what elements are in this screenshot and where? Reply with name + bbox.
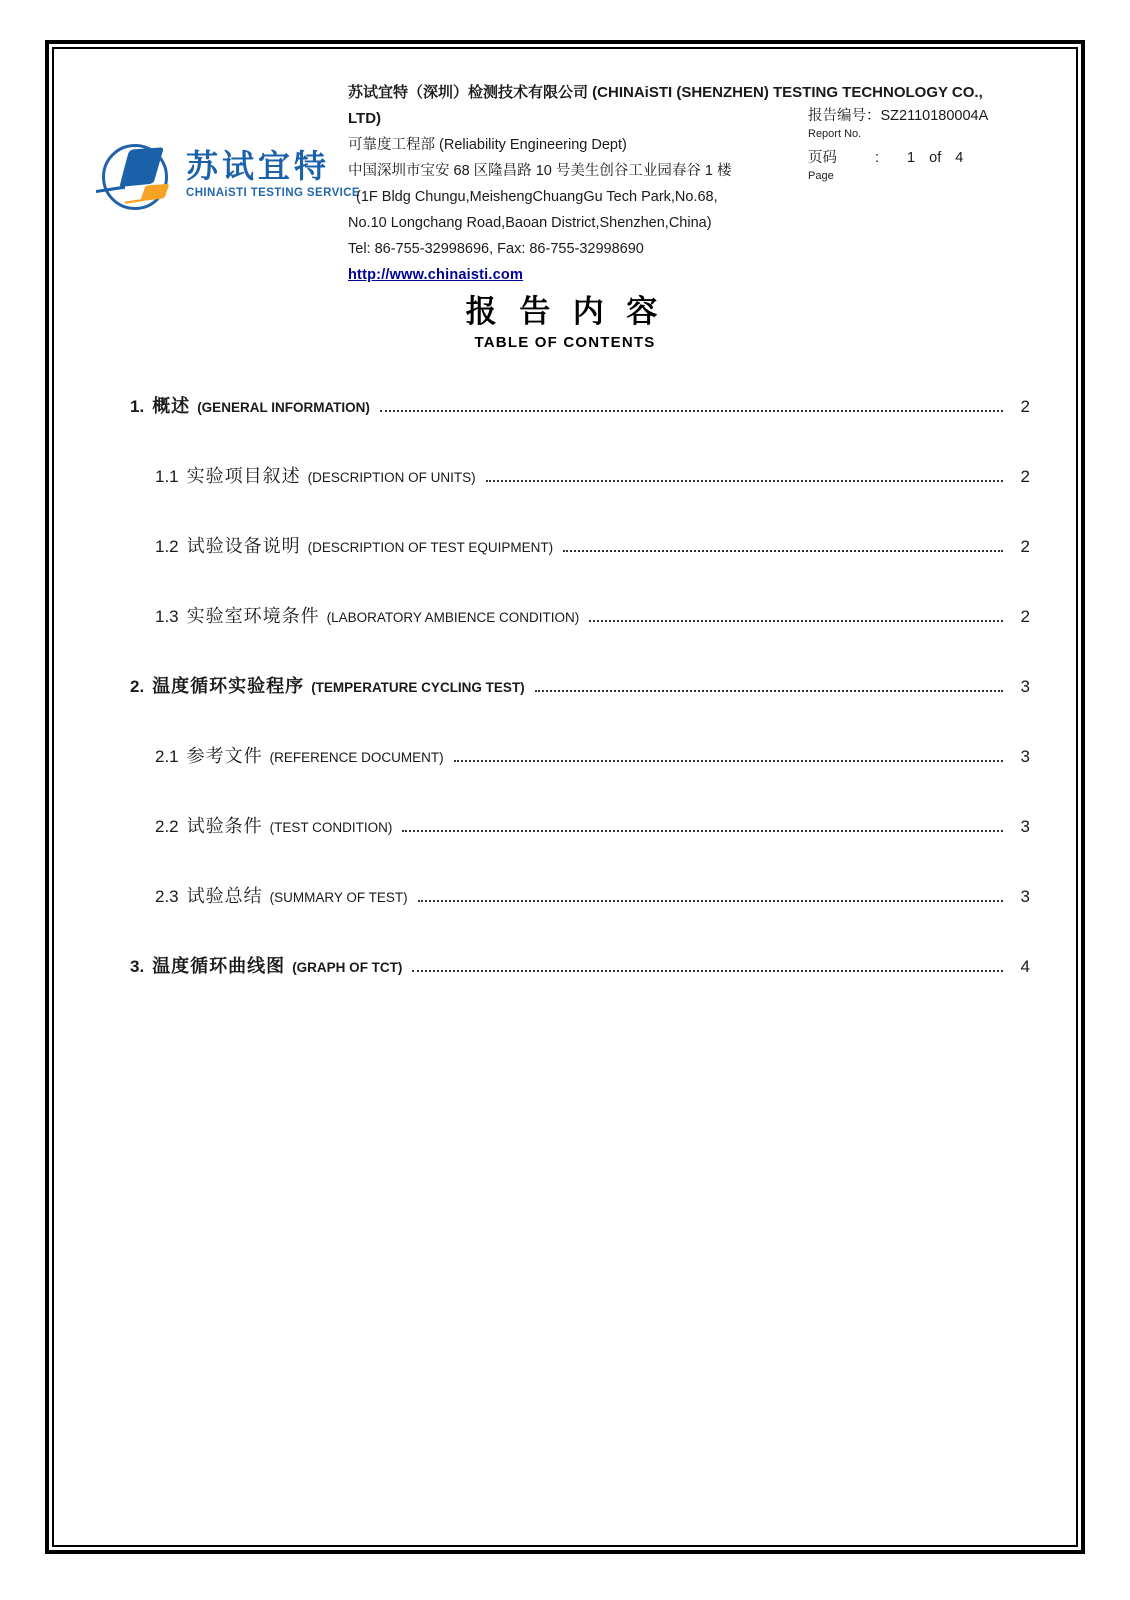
chinaisti-logo-icon: [94, 136, 180, 218]
toc-entry: [130, 532, 1030, 558]
toc-entry-title-cn: 概述: [152, 396, 191, 416]
toc-entry-title-cn: 试验总结: [186, 886, 263, 906]
dotted-leader: [402, 813, 1003, 832]
report-no-value: SZ2110180004A: [880, 108, 989, 124]
toc-entry: [130, 882, 1030, 908]
toc-entry: [130, 952, 1030, 978]
page-number-value: 1 of 4: [907, 150, 964, 166]
dotted-leader: [418, 883, 1003, 902]
company-name-line1: 苏试宜特（深圳）检测技术有限公司 (CHINAiSTI (SHENZHEN) TESTING TECHNOLOGY CO.,: [348, 84, 983, 101]
toc-entry-number: 2.: [130, 677, 145, 696]
report-no-label-cn: 报告编号：: [808, 108, 881, 124]
toc-entry-title-cn: 温度循环实验程序: [152, 676, 305, 696]
toc-entry-title-en: (REFERENCE DOCUMENT): [269, 750, 444, 765]
page-number-row: [808, 148, 988, 168]
toc-entry-number: 2.1: [155, 747, 179, 766]
toc-entry-title-cn: 参考文件: [186, 746, 263, 766]
toc-entry: [130, 672, 1030, 698]
dotted-leader: [535, 673, 1003, 692]
toc-page-number: 4: [1020, 957, 1030, 976]
company-name-line2: LTD): [348, 110, 382, 127]
page-subtitle: TABLE OF CONTENTS: [474, 334, 656, 351]
toc-page-number: 2: [1020, 467, 1030, 486]
toc-page-number: 3: [1020, 677, 1030, 696]
toc-page-number: 3: [1020, 747, 1030, 766]
page-title: 报 告 内 容: [465, 294, 665, 329]
department-line: 可靠度工程部 (Reliability Engineering Dept): [348, 137, 627, 153]
table-of-contents: [130, 392, 1030, 1022]
report-meta: [808, 106, 988, 183]
dotted-leader: [380, 393, 1003, 412]
logo-name-en: CHINAiSTI TESTING SERVICE: [186, 187, 361, 199]
logo-name-cn: 苏试宜特: [186, 148, 331, 184]
address-en-line2: No.10 Longchang Road,Baoan District,Shenzhen,China): [348, 215, 712, 231]
toc-entry: [130, 742, 1030, 768]
toc-entry-title-en: (GENERAL INFORMATION): [197, 400, 370, 415]
toc-page-number: 2: [1020, 397, 1030, 416]
toc-entry-number: 1.3: [155, 607, 179, 626]
toc-entry-title-en: (TEST CONDITION): [269, 820, 393, 835]
toc-entry-number: 1.: [130, 397, 145, 416]
website-link[interactable]: http://www.chinaisti.com: [348, 267, 524, 283]
toc-entry: [130, 602, 1030, 628]
toc-entry-number: 2.3: [155, 887, 179, 906]
toc-entry-title-en: (LABORATORY AMBIENCE CONDITION): [326, 610, 580, 625]
report-no-row: [808, 106, 988, 126]
toc-entry-title-cn: 试验条件: [186, 816, 263, 836]
toc-entry-title-en: (DESCRIPTION OF UNITS): [307, 470, 476, 485]
address-en-line1: (1F Bldg Chungu,MeishengChuangGu Tech Park,No.68,: [356, 189, 718, 205]
toc-entry-number: 1.1: [155, 467, 179, 486]
company-logo: [94, 136, 360, 218]
toc-entry-title-en: (DESCRIPTION OF TEST EQUIPMENT): [307, 540, 554, 555]
logo-text: [186, 148, 360, 199]
dotted-leader: [454, 743, 1003, 762]
page-label-en: Page: [808, 170, 834, 182]
toc-entry-title-en: (TEMPERATURE CYCLING TEST): [311, 680, 525, 695]
tel-fax-line: Tel: 86-755-32998696, Fax: 86-755-32998690: [348, 241, 644, 257]
page-label-cn: 页码: [808, 150, 837, 166]
report-no-label-en: Report No.: [808, 128, 862, 140]
page-colon: :: [875, 150, 880, 166]
address-cn: 中国深圳市宝安 68 区隆昌路 10 号美生创谷工业园春谷 1 楼: [348, 163, 732, 179]
dotted-leader: [486, 463, 1003, 482]
toc-entry-number: 1.2: [155, 537, 179, 556]
toc-entry-title-cn: 实验室环境条件: [186, 606, 320, 626]
toc-page-number: 2: [1020, 607, 1030, 626]
toc-entry-title-cn: 试验设备说明: [186, 536, 301, 556]
toc-entry-title-cn: 实验项目叙述: [186, 466, 301, 486]
toc-entry: [130, 392, 1030, 418]
toc-entry-number: 3.: [130, 957, 145, 976]
toc-entry-title-en: (GRAPH OF TCT): [292, 960, 403, 975]
toc-entry-number: 2.2: [155, 817, 179, 836]
toc-entry: [130, 812, 1030, 838]
dotted-leader: [563, 533, 1003, 552]
toc-entry-title-en: (SUMMARY OF TEST): [269, 890, 408, 905]
dotted-leader: [589, 603, 1003, 622]
toc-entry-title-cn: 温度循环曲线图: [152, 956, 286, 976]
dotted-leader: [412, 953, 1003, 972]
toc-page-number: 2: [1020, 537, 1030, 556]
toc-entry: [130, 462, 1030, 488]
toc-page-number: 3: [1020, 817, 1030, 836]
toc-page-number: 3: [1020, 887, 1030, 906]
